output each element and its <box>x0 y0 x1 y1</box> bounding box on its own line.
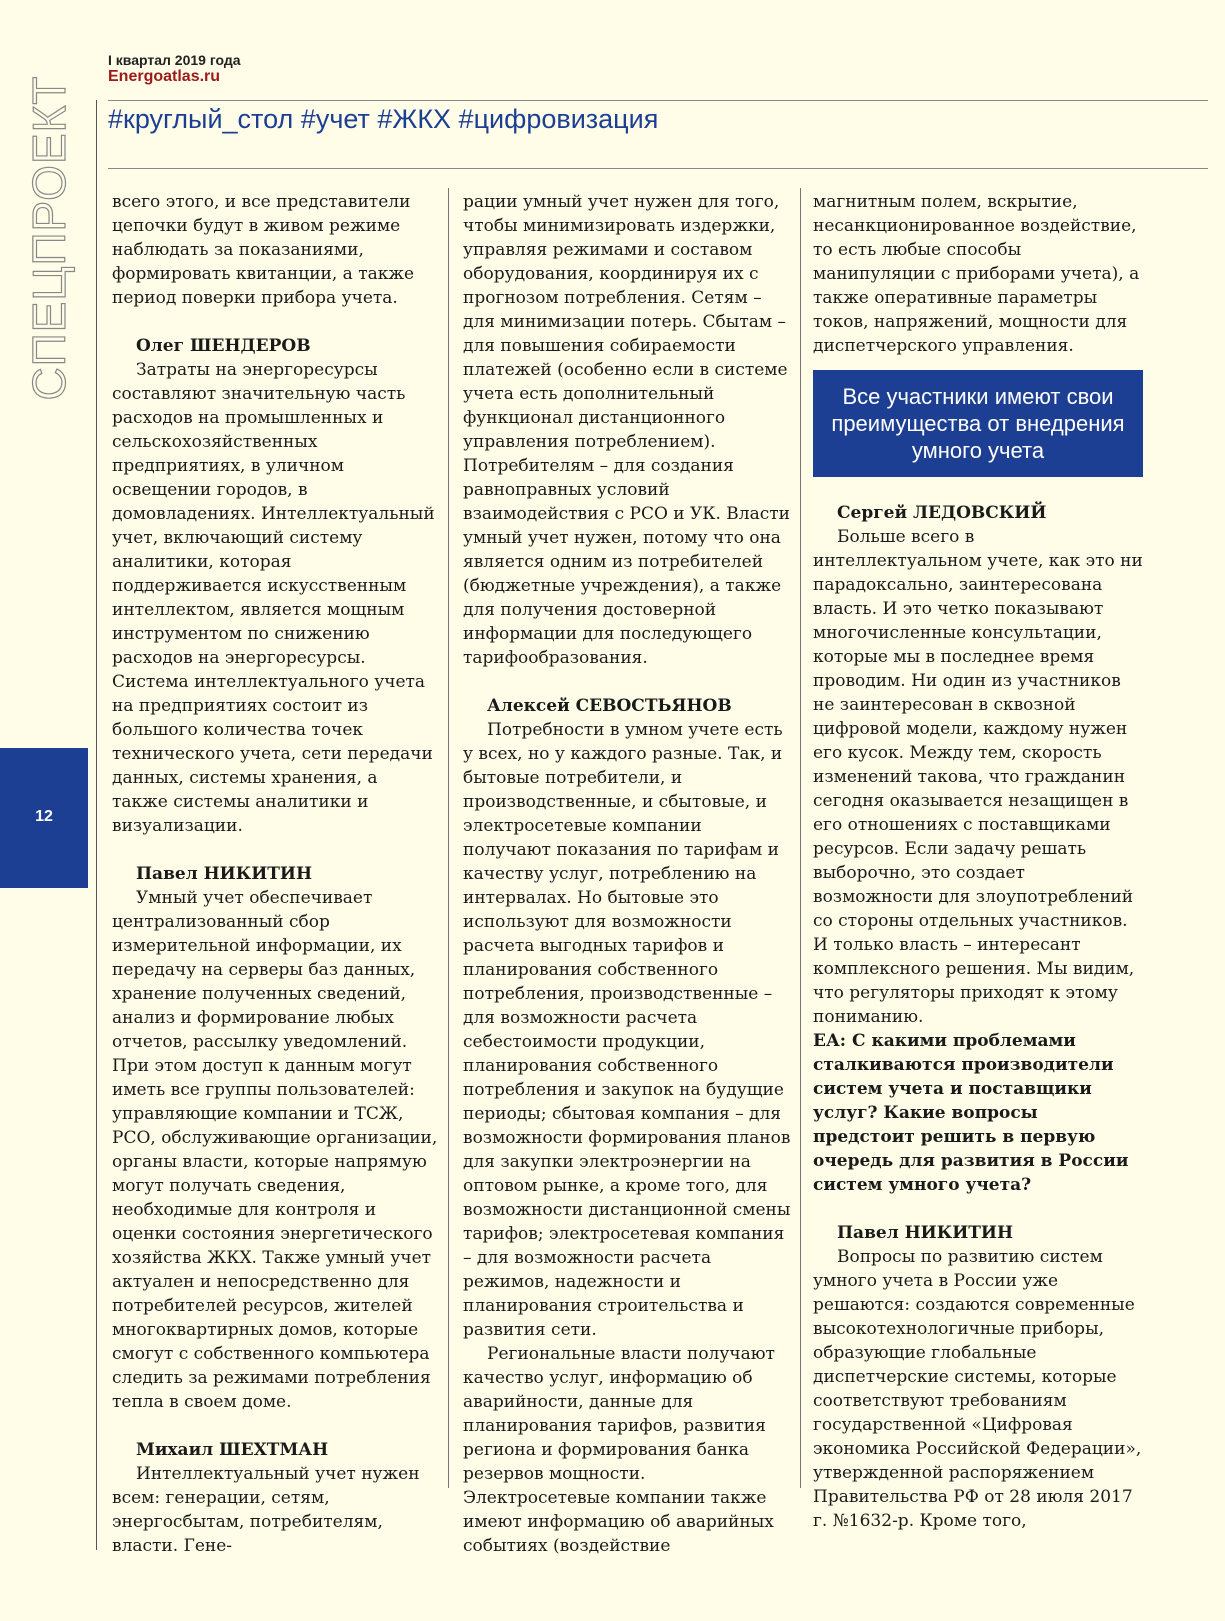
page-number: 12 <box>35 808 53 825</box>
pull-quote: Все участники имеют свои преимущества от внедрения умного учета <box>813 370 1143 477</box>
section-label <box>14 74 84 401</box>
paragraph: Больше всего в интеллектуальном учете, как это ни парадоксально, заинтересована власть. И это четко показывают многочисленные консультации, которые мы в последнее время проводим. Ни один из участников не заинтересован в сквозной цифровой модели, каждому нужен его кусок. Между тем, скорость изменений такова, что гражданин сегодня оказывается незащищен в его отношениях с поставщиками ресурсов. Если задачу решать выборочно, это создает возможности для злоупотреблений со стороны отдельных участников. И только власть – интересант комплексного решения. Мы видим, что регуляторы приходят к этому пониманию. <box>813 527 1143 1027</box>
paragraph: Интеллектуальный учет нужен всем: генерации, сетям, энергосбытам, потребителям, власти. Гене- <box>112 1464 420 1556</box>
paragraph: Умный учет обеспечивает централизованный сбор измерительной информации, их передачу на серверы баз данных, хранение полученных сведений, анализ и формирование любых отчетов, рассылку уведомлений. При этом доступ к данным могут иметь все группы пользователей: управляющие компании и ТСЖ, РСО, обслуживающие организации, органы власти, которые напрямую могут получать сведения, необходимые для контроля и оценки состояния энергетического хозяйства ЖКХ. Также умный учет актуален и непосредственно для потребителей ресурсов, жителей многоквартирных домов, которые смогут с собственного компьютера следить за режимами потребления тепла в своем доме. <box>112 888 438 1412</box>
issue-date: I квартал 2019 года <box>108 52 241 68</box>
paragraph: Региональные власти получают качество услуг, информацию об аварийности, данные для планирования тарифов, развития региона и формирования банка резервов мощности. Электросетевые компании также имеют информацию об аварийных событиях (воздействие <box>463 1344 775 1556</box>
paragraph: всего этого, и все представители цепочки будут в живом режиме наблюдать за показаниями, формировать квитанции, а также период поверки прибора учета. <box>112 192 415 308</box>
paragraph: магнитным полем, вскрытие, несанкционированное воздействие, то есть любые способы манипуляции с приборами учета), а также оперативные параметры токов, напряжений, мощности для диспетчерского управления. <box>813 192 1140 356</box>
paragraph: рации умный учет нужен для того, чтобы минимизировать издержки, управляя режимами и составом оборудования, координируя их с прогнозом потребления. Сетям – для минимизации потерь. Сбытам – для повышения собираемости платежей (особенно если в системе учета есть дополнительный функционал дистанционного управления потреблением). Потребителям – для создания равноправных условий взаимодействия с РСО и УК. Власти умный учет нужен, потому что она является одним из потребителей (бюджетные учреждения), а также для получения достоверной информации для последующего тарифообразования. <box>463 192 790 668</box>
speaker-name: Алексей СЕВОСТЬЯНОВ <box>487 696 732 716</box>
speaker-name: Сергей ЛЕДОВСКИЙ <box>837 503 1047 523</box>
hashtag-title: #круглый_стол #учет #ЖКХ #цифровизация <box>108 104 659 134</box>
speaker-name: Олег ШЕНДЕРОВ <box>136 336 311 356</box>
left-margin-rule <box>96 100 97 1550</box>
speaker-name: Михаил ШЕХТМАН <box>136 1440 329 1460</box>
header-rule-bottom <box>108 168 1208 169</box>
article-column-1 <box>112 190 438 1558</box>
paragraph: Вопросы по развитию систем умного учета в России уже решаются: создаются современные высокотехнологичные приборы, образующие глобальные диспетчерские системы, которые соответствуют требованиям государственной «Цифровая экономика Российской Федерации», утвержденной распоряжением Правительства РФ от 28 июля 2017 г. №1632-р. Кроме того, <box>813 1247 1142 1531</box>
interview-question: ЕА: С какими проблемами сталкиваются производители систем учета и поставщики услуг? Какие вопросы предстоит решить в первую очередь для развития в России систем умного учета? <box>813 1031 1129 1195</box>
article-column-2 <box>463 190 793 1558</box>
header-rule-top <box>108 100 1208 101</box>
section-label-text: СПЕЦПРОЕКТ <box>23 74 75 401</box>
column-divider <box>800 188 801 1488</box>
speaker-name: Павел НИКИТИН <box>837 1223 1014 1243</box>
paragraph: Потребности в умном учете есть у всех, но у каждого разные. Так, и бытовые потребители, и производственные, и сбытовые, и электросетевые компании получают показания по тарифам и качеству услуг, потреблению на интервалах. Но бытовые это используют для возможности расчета выгодных тарифов и планирования собственного потребления, производственные – для возможности расчета себестоимости продукции, планирования собственного потребления и закупок на будущие периоды; сбытовая компания – для возможности формирования планов для закупки электроэнергии на оптовом рынке, а кроме того, для возможности дистанционной смены тарифов; электросетевая компания – для возможности расчета режимов, надежности и планирования строительства и развития сети. <box>463 720 791 1340</box>
speaker-name: Павел НИКИТИН <box>136 864 313 884</box>
paragraph: Затраты на энергоресурсы составляют значительную часть расходов на промышленных и сельскохозяйственных предприятиях, в уличном освещении городов, в домовладениях. Интеллектуальный учет, включающий систему аналитики, которая поддерживается искусственным интеллектом, является мощным инструментом по снижению расходов на энергоресурсы. Система интеллектуального учета на предприятиях состоит из большого количества точек технического учета, сети передачи данных, системы хранения, а также системы аналитики и визуализации. <box>112 360 435 836</box>
article-column-3 <box>813 190 1143 1533</box>
column-divider <box>448 188 449 1488</box>
site-name: Energoatlas.ru <box>108 68 221 85</box>
